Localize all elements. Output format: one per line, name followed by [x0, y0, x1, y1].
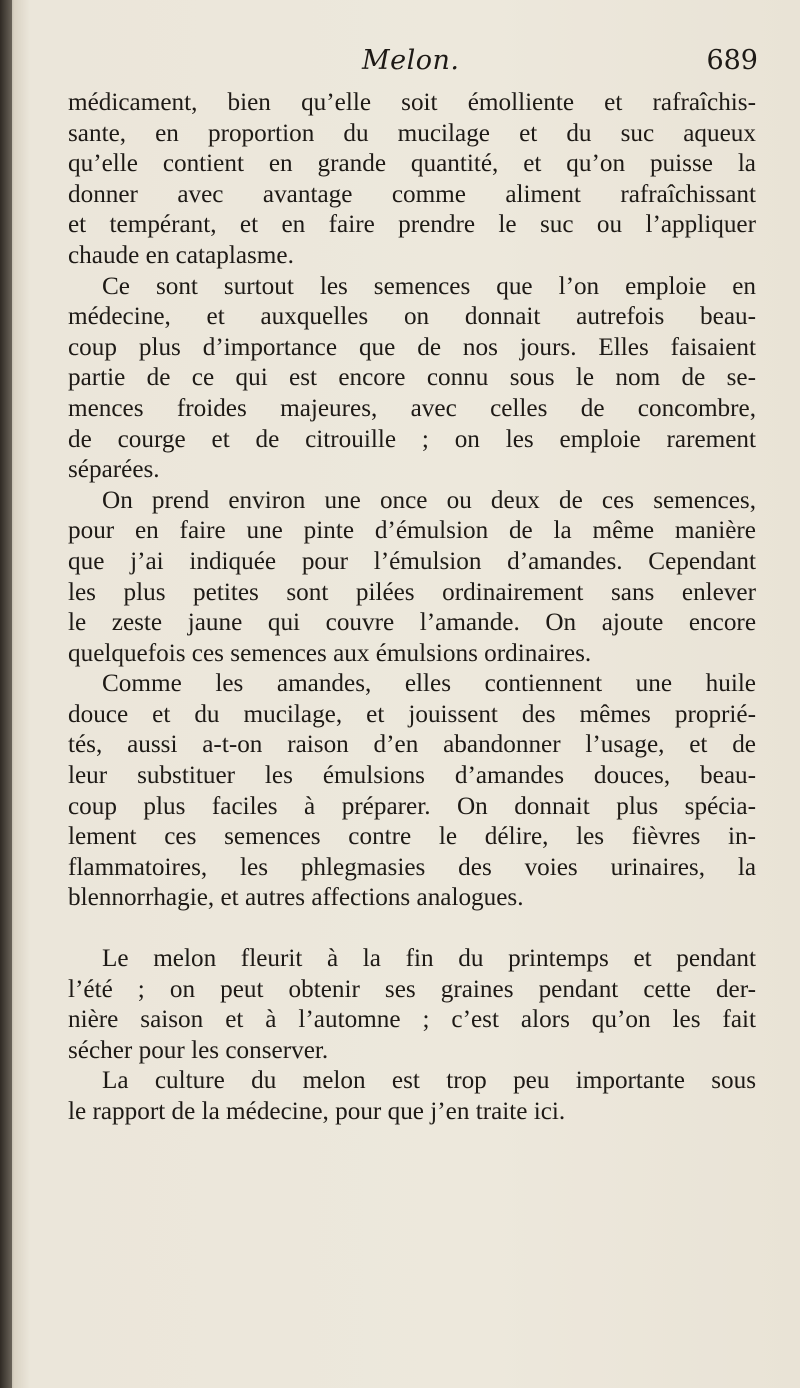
- paragraph: [68, 1066, 756, 1127]
- text-line: séparées.: [68, 456, 160, 484]
- paragraph: [68, 88, 756, 272]
- text-line: lement ces semences contre le délire, les fièvres in-: [68, 823, 756, 851]
- text-line: pour en faire une pinte d’émulsion de la même manière: [68, 517, 756, 545]
- text-line: partie de ce qui est encore connu sous le nom de se-: [68, 364, 756, 392]
- text-line: de courge et de citrouille ; on les emploie rarement: [68, 425, 756, 453]
- text-line: sante, en proportion du mucilage et du suc aqueux: [68, 119, 756, 147]
- section-gap: [68, 914, 756, 944]
- paragraph: [68, 272, 756, 486]
- text-line: sécher pour les conserver.: [68, 1036, 329, 1064]
- text-line: mences froides majeures, avec celles de concombre,: [68, 394, 756, 422]
- text-line: leur substituer les émulsions d’amandes douces, beau-: [68, 762, 756, 790]
- paragraph: [68, 486, 756, 670]
- text-line: les plus petites sont pilées ordinairement sans enlever: [68, 578, 756, 606]
- text-line: douce et du mucilage, et jouissent des mêmes proprié-: [68, 700, 756, 728]
- page-number: 689: [706, 45, 758, 76]
- text-line: Ce sont surtout les semences que l’on emploie en: [102, 272, 756, 300]
- running-title: Melon.: [362, 45, 460, 76]
- paragraph: [68, 944, 756, 1066]
- text-line: Comme les amandes, elles contiennent une huile: [102, 670, 756, 698]
- text-line: le zeste jaune qui couvre l’amande. On ajoute encore: [68, 609, 756, 637]
- text-line: médicament, bien qu’elle soit émolliente et rafraîchis-: [68, 89, 756, 116]
- text-line: La culture du melon est trop peu importante sous: [102, 1067, 756, 1095]
- page-binding-edge: [0, 0, 12, 1388]
- text-line: médecine, et auxquelles on donnait autrefois beau-: [68, 303, 756, 331]
- paragraph: [68, 669, 756, 914]
- page-header: [70, 45, 760, 85]
- text-line: donner avec avantage comme aliment rafraîchissant: [68, 180, 756, 208]
- text-line: quelquefois ces semences aux émulsions ordinaires.: [68, 639, 592, 667]
- text-line: tés, aussi a-t-on raison d’en abandonner l’usage, et de: [68, 731, 756, 759]
- text-line: que j’ai indiquée pour l’émulsion d’amandes. Cependant: [68, 547, 756, 575]
- text-line: et tempérant, et en faire prendre le suc ou l’appliquer: [68, 211, 756, 239]
- text-line: chaude en cataplasme.: [68, 241, 294, 269]
- text-line: blennorrhagie, et autres affections analogues.: [68, 884, 524, 912]
- text-line: On prend environ une once ou deux de ces semences,: [102, 486, 756, 514]
- body-text: [68, 88, 756, 1128]
- text-line: l’été ; on peut obtenir ses graines pendant cette der-: [68, 975, 756, 1003]
- text-line: flammatoires, les phlegmasies des voies urinaires, la: [68, 853, 756, 881]
- text-line: qu’elle contient en grande quantité, et qu’on puisse la: [68, 150, 756, 178]
- text-line: coup plus d’importance que de nos jours. Elles faisaient: [68, 333, 756, 361]
- text-line: le rapport de la médecine, pour que j’en traite ici.: [68, 1098, 566, 1125]
- text-line: nière saison et à l’automne ; c’est alors qu’on les fait: [68, 1006, 756, 1034]
- text-line: Le melon fleurit à la fin du printemps et pendant: [102, 945, 756, 973]
- text-line: coup plus faciles à préparer. On donnait plus spécia-: [68, 792, 756, 820]
